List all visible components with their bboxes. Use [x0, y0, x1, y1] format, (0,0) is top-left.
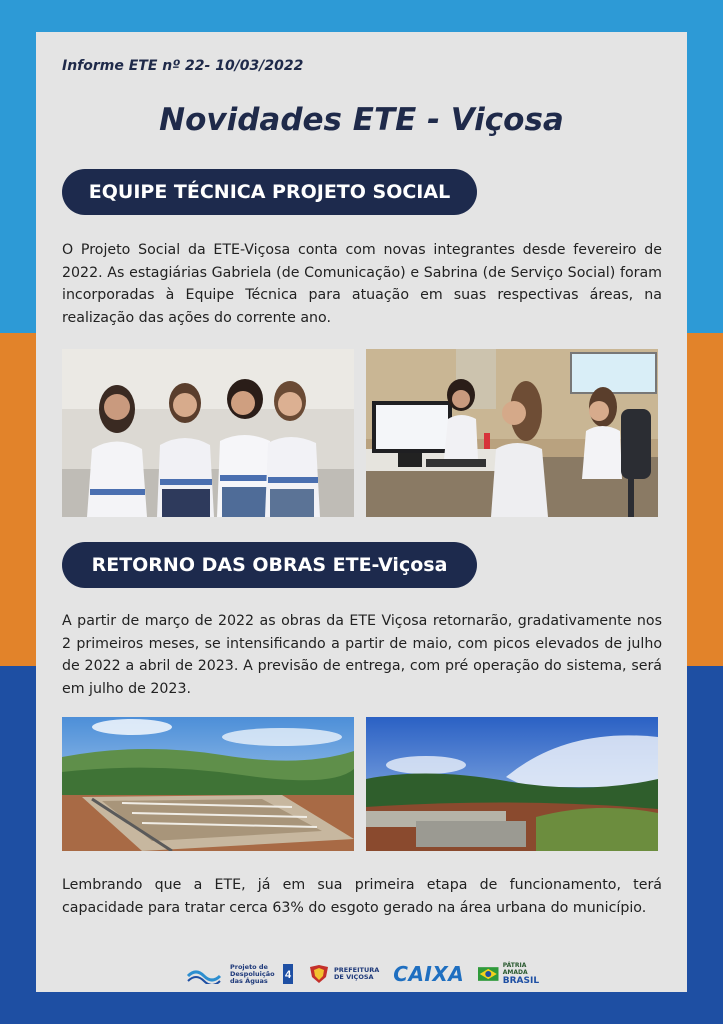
number-badge-icon [282, 963, 294, 985]
office-photo [366, 349, 658, 517]
team-photo [62, 349, 354, 517]
newsletter-card [36, 32, 687, 992]
brasil-logo [478, 962, 546, 986]
brasil-line1: PÁTRIA AMADA [502, 962, 528, 976]
section-paragraph-obras: A partir de março de 2022 as obras da ETE Viçosa retornarão, gradativamente nos 2 primeiros meses, se intensificando a partir de maio, com picos elevados de julho de 2022 a abril de 2023. A previsão de entrega, com pré operação do sistema, será em julho de 2023. [62, 613, 662, 697]
prefeitura-line2: DE VIÇOSA [334, 973, 374, 981]
projeto-despoluicao-logo [186, 963, 294, 985]
section-heading-equipe: EQUIPE TÉCNICA PROJETO SOCIAL [62, 169, 477, 215]
caixa-logo [393, 962, 464, 986]
closing-paragraph: Lembrando que a ETE, já em sua primeira etapa de funcionamento, terá capacidade para tratar cerca 63% do esgoto gerado na área urbana do município. [62, 877, 662, 916]
projeto-logo-text: Projeto de Despoluição das Águas [230, 962, 275, 985]
brasil-line2: BRASIL [502, 976, 540, 986]
caixa-logo-text: CAIXA [393, 962, 465, 986]
prefeitura-line1: PREFEITURA [334, 966, 380, 974]
svg-text:4: 4 [284, 969, 292, 981]
prefeitura-vicosa-logo [308, 963, 379, 985]
section-heading-obras: RETORNO DAS OBRAS ETE-Viçosa [62, 542, 477, 588]
page-title: Novidades ETE - Viçosa [159, 102, 564, 138]
section-paragraph-equipe: O Projeto Social da ETE-Viçosa conta com novas integrantes desde fevereiro de 2022. As estagiárias Gabriela (de Comunicação) e Sabrina (de Serviço Social) foram incorporadas à Equipe Técnica para atuação em suas respectivas áreas, na realização das ações do corrente ano. [62, 242, 662, 326]
coat-of-arms-icon [308, 963, 330, 985]
earthworks-photo [366, 717, 658, 851]
bulletin-number: Informe ETE nº 22- 10/03/2022 [62, 58, 304, 74]
sponsor-logos [186, 960, 546, 988]
brazil-flag-icon [478, 966, 499, 982]
water-waves-icon [186, 964, 226, 984]
construction-site-photo [62, 717, 354, 851]
